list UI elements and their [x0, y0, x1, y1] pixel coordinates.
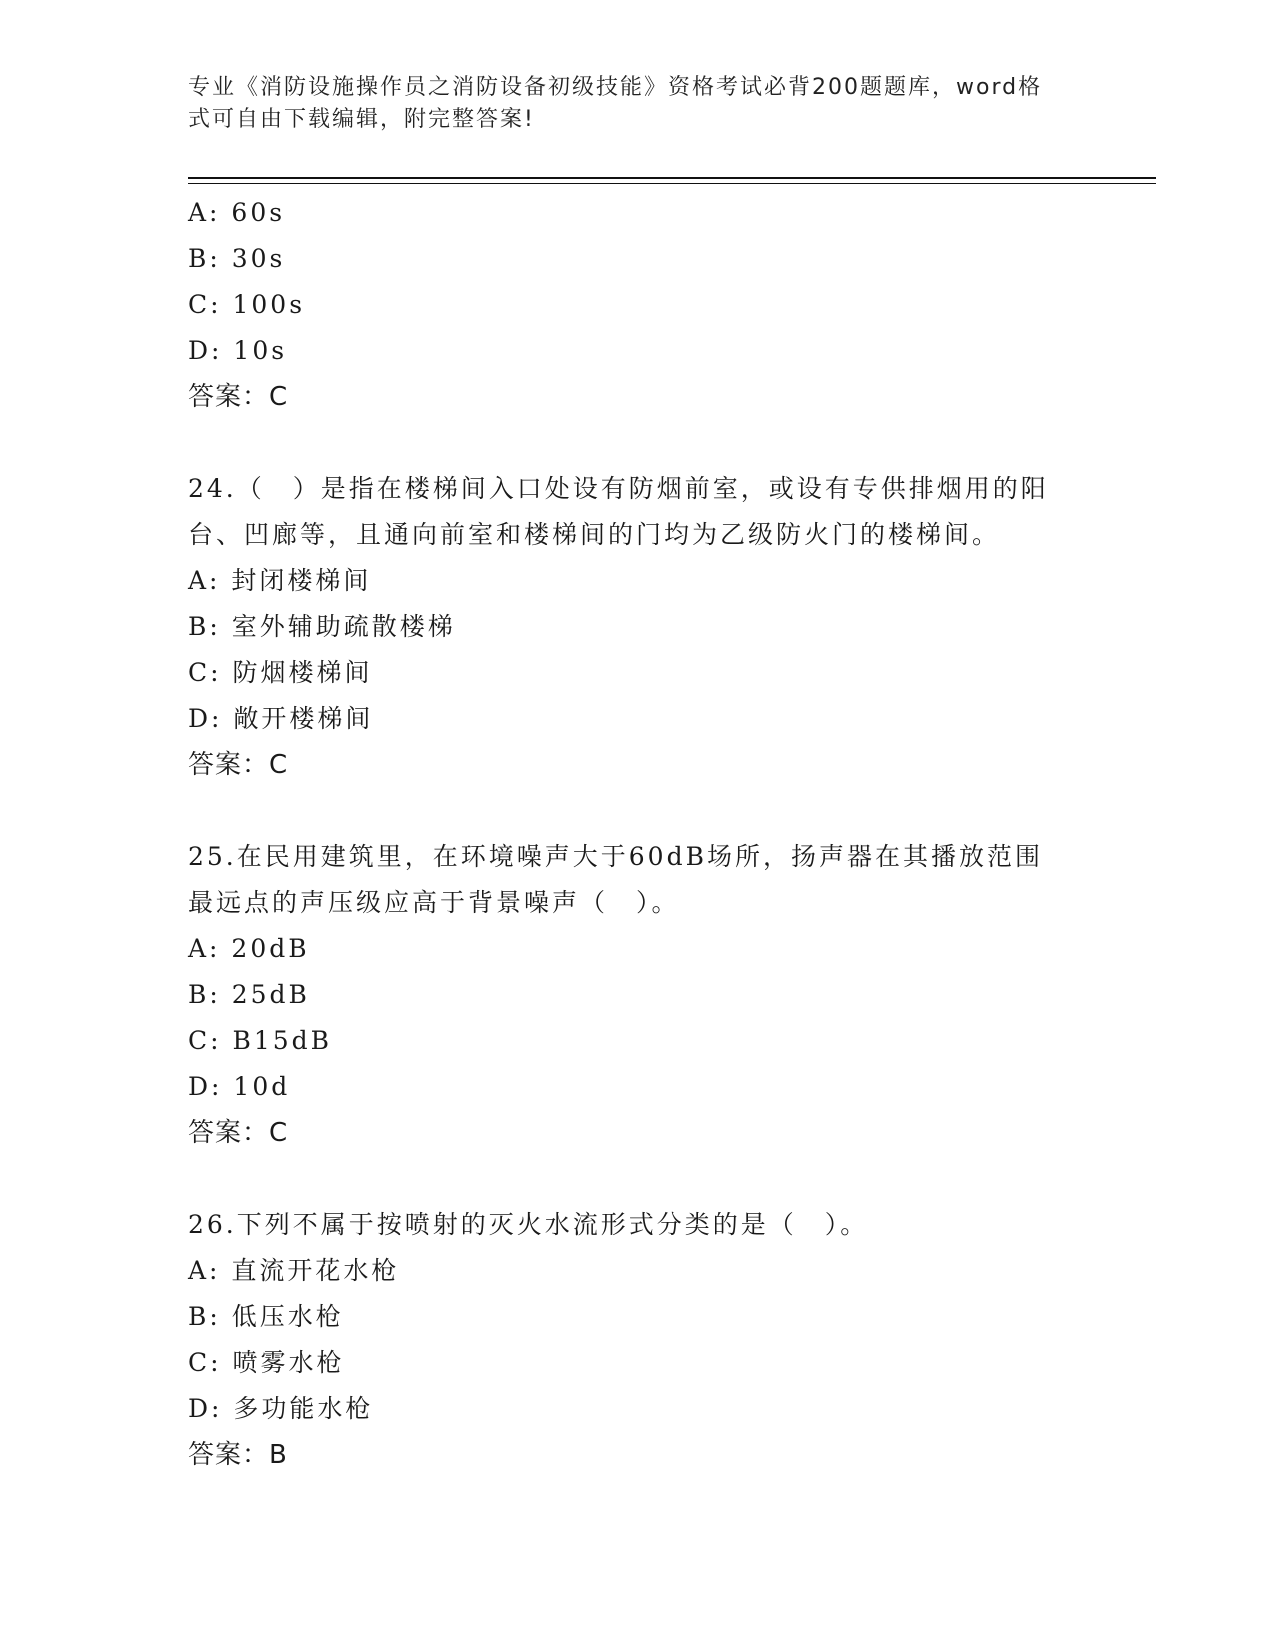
question-block-24 [188, 466, 1088, 788]
question-stem-line: 最远点的声压级应高于背景噪声（ ）。 [188, 888, 680, 917]
header-divider-thick [188, 177, 1156, 179]
header-line-1: 专业《消防设施操作员之消防设备初级技能》资格考试必背200题题库，word格 [188, 75, 1043, 100]
option-a: A: 20dB [188, 934, 310, 963]
option-c: C: 喷雾水枪 [188, 1348, 345, 1377]
option-a: A: 直流开花水枪 [188, 1256, 400, 1285]
answer: 答案：C [188, 750, 289, 780]
option-a: A: 60s [188, 198, 286, 227]
option-b: B: 低压水枪 [188, 1302, 344, 1331]
option-b: B: 25dB [188, 980, 310, 1009]
question-stem-line: 24.（ ）是指在楼梯间入口处设有防烟前室，或设有专供排烟用的阳 [188, 474, 1049, 503]
option-d: D: 多功能水枪 [188, 1394, 374, 1423]
answer: 答案：C [188, 1118, 289, 1148]
option-c: C: B15dB [188, 1026, 333, 1055]
header-divider-thin [188, 183, 1156, 184]
option-c: C: 防烟楼梯间 [188, 658, 373, 687]
document-header [188, 72, 1068, 136]
question-stem-line: 26.下列不属于按喷射的灭火水流形式分类的是（ ）。 [188, 1210, 869, 1239]
answer: 答案：B [188, 1440, 288, 1470]
question-block-25 [188, 834, 1088, 1156]
question-block-23 [188, 190, 1088, 420]
question-list [188, 190, 1088, 1478]
question-block-26 [188, 1202, 1088, 1478]
question-stem-line: 25.在民用建筑里，在环境噪声大于60dB场所，扬声器在其播放范围 [188, 842, 1043, 871]
option-a: A: 封闭楼梯间 [188, 566, 372, 595]
option-d: D: 敞开楼梯间 [188, 704, 374, 733]
option-d: D: 10s [188, 336, 288, 365]
option-d: D: 10d [188, 1072, 291, 1101]
header-line-2: 式可自由下载编辑，附完整答案! [188, 107, 535, 132]
question-stem-line: 台、凹廊等，且通向前室和楼梯间的门均为乙级防火门的楼梯间。 [188, 520, 1001, 549]
option-c: C: 100s [188, 290, 306, 319]
option-b: B: 室外辅助疏散楼梯 [188, 612, 456, 641]
option-b: B: 30s [188, 244, 286, 273]
answer: 答案：C [188, 382, 289, 412]
